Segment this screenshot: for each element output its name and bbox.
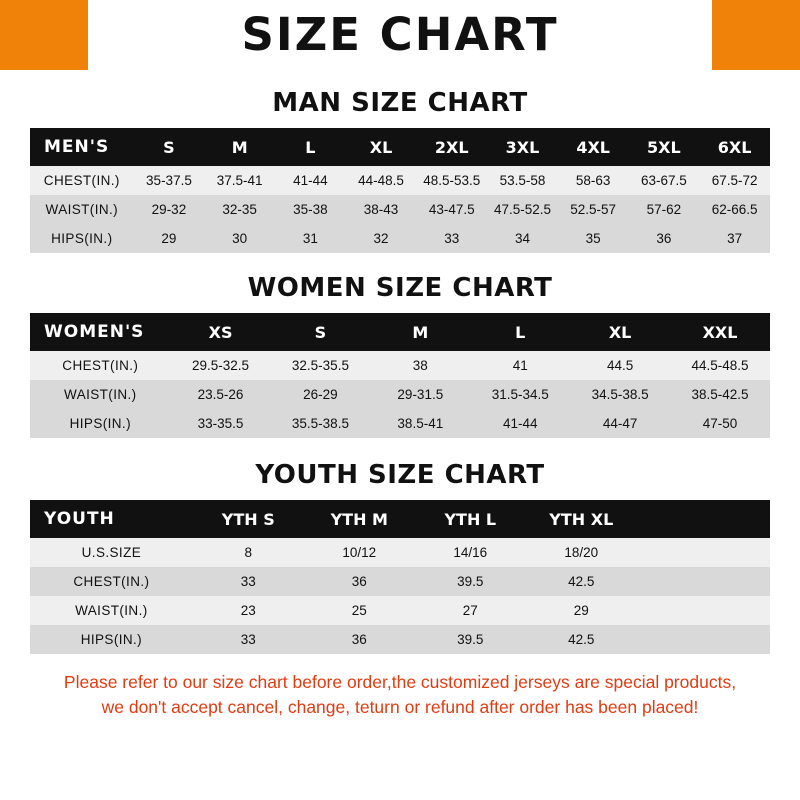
cell: 62-66.5 <box>699 195 770 224</box>
col-head-yth-xl: YTH XL <box>526 500 637 538</box>
man-size-table <box>30 128 770 253</box>
col-head-xs: XS <box>171 313 271 351</box>
cell: 35 <box>558 224 629 253</box>
cell: 35.5-38.5 <box>270 409 370 438</box>
cell <box>637 625 770 654</box>
header-banner <box>0 0 800 70</box>
cell: 37 <box>699 224 770 253</box>
footer-note-line-2: we don't accept cancel, change, teturn or refund after order has been placed! <box>101 697 699 718</box>
cell: 44-48.5 <box>346 166 417 195</box>
cell: 41-44 <box>275 166 346 195</box>
cell: 23 <box>193 596 304 625</box>
cell: 23.5-26 <box>171 380 271 409</box>
cell: 32.5-35.5 <box>270 351 370 380</box>
cell: 10/12 <box>304 538 415 567</box>
cell: 34.5-38.5 <box>570 380 670 409</box>
col-head-xl: XL <box>570 313 670 351</box>
row-label-chest: CHEST(IN.) <box>30 166 134 195</box>
col-head-s: S <box>270 313 370 351</box>
table-row <box>30 224 770 253</box>
cell: 38-43 <box>346 195 417 224</box>
cell: 29-32 <box>134 195 205 224</box>
col-head-youth: YOUTH <box>30 500 193 538</box>
col-head-yth-l: YTH L <box>415 500 526 538</box>
cell: 44.5 <box>570 351 670 380</box>
row-label-waist: WAIST(IN.) <box>30 380 171 409</box>
table-row <box>30 567 770 596</box>
cell: 35-38 <box>275 195 346 224</box>
table-header-row <box>30 500 770 538</box>
cell: 35-37.5 <box>134 166 205 195</box>
table-row <box>30 625 770 654</box>
cell: 67.5-72 <box>699 166 770 195</box>
cell: 41 <box>470 351 570 380</box>
women-table-wrap <box>0 313 800 438</box>
col-head-2xl: 2XL <box>416 128 487 166</box>
col-head-s: S <box>134 128 205 166</box>
man-table-wrap <box>0 128 800 253</box>
cell: 36 <box>304 567 415 596</box>
cell: 29.5-32.5 <box>171 351 271 380</box>
cell <box>637 567 770 596</box>
cell: 36 <box>629 224 700 253</box>
youth-size-table <box>30 500 770 654</box>
col-head-l: L <box>470 313 570 351</box>
col-head-mens: MEN'S <box>30 128 134 166</box>
cell: 32-35 <box>204 195 275 224</box>
col-head-m: M <box>370 313 470 351</box>
table-header-row <box>30 313 770 351</box>
cell: 47-50 <box>670 409 770 438</box>
footer-note <box>0 670 800 721</box>
cell: 33 <box>416 224 487 253</box>
table-row <box>30 409 770 438</box>
cell: 31.5-34.5 <box>470 380 570 409</box>
cell: 33 <box>193 567 304 596</box>
cell: 25 <box>304 596 415 625</box>
table-row <box>30 195 770 224</box>
cell: 29 <box>526 596 637 625</box>
cell: 39.5 <box>415 625 526 654</box>
cell: 38.5-41 <box>370 409 470 438</box>
cell: 18/20 <box>526 538 637 567</box>
cell: 63-67.5 <box>629 166 700 195</box>
col-head-6xl: 6XL <box>699 128 770 166</box>
row-label-waist: WAIST(IN.) <box>30 596 193 625</box>
table-header-row <box>30 128 770 166</box>
cell: 33 <box>193 625 304 654</box>
footer-note-line-1: Please refer to our size chart before order,the customized jerseys are special products, <box>63 672 737 692</box>
col-head-womens: WOMEN'S <box>30 313 171 351</box>
col-head-yth-s: YTH S <box>193 500 304 538</box>
cell: 57-62 <box>629 195 700 224</box>
cell: 39.5 <box>415 567 526 596</box>
row-label-waist: WAIST(IN.) <box>30 195 134 224</box>
col-head-empty <box>637 500 770 538</box>
man-section-title: MAN SIZE CHART <box>272 88 528 118</box>
row-label-chest: CHEST(IN.) <box>30 351 171 380</box>
table-row <box>30 380 770 409</box>
row-label-chest: CHEST(IN.) <box>30 567 193 596</box>
cell: 44.5-48.5 <box>670 351 770 380</box>
cell: 26-29 <box>270 380 370 409</box>
cell: 58-63 <box>558 166 629 195</box>
cell: 42.5 <box>526 567 637 596</box>
cell: 31 <box>275 224 346 253</box>
page-title: SIZE CHART <box>241 8 559 61</box>
cell: 44-47 <box>570 409 670 438</box>
cell: 36 <box>304 625 415 654</box>
cell <box>637 596 770 625</box>
cell: 32 <box>346 224 417 253</box>
cell: 42.5 <box>526 625 637 654</box>
table-row <box>30 538 770 567</box>
youth-table-wrap <box>0 500 800 654</box>
col-head-l: L <box>275 128 346 166</box>
cell: 53.5-58 <box>487 166 558 195</box>
cell: 29-31.5 <box>370 380 470 409</box>
col-head-xl: XL <box>346 128 417 166</box>
col-head-5xl: 5XL <box>629 128 700 166</box>
cell: 38 <box>370 351 470 380</box>
row-label-hips: HIPS(IN.) <box>30 224 134 253</box>
col-head-yth-m: YTH M <box>304 500 415 538</box>
cell: 43-47.5 <box>416 195 487 224</box>
youth-section-title: YOUTH SIZE CHART <box>255 460 545 490</box>
cell: 27 <box>415 596 526 625</box>
cell: 33-35.5 <box>171 409 271 438</box>
row-label-hips: HIPS(IN.) <box>30 625 193 654</box>
cell: 52.5-57 <box>558 195 629 224</box>
table-row <box>30 166 770 195</box>
col-head-3xl: 3XL <box>487 128 558 166</box>
cell: 14/16 <box>415 538 526 567</box>
cell <box>637 538 770 567</box>
table-row <box>30 351 770 380</box>
women-size-table <box>30 313 770 438</box>
table-row <box>30 596 770 625</box>
row-label-hips: HIPS(IN.) <box>30 409 171 438</box>
cell: 37.5-41 <box>204 166 275 195</box>
cell: 47.5-52.5 <box>487 195 558 224</box>
women-section-title: WOMEN SIZE CHART <box>247 273 553 303</box>
cell: 30 <box>204 224 275 253</box>
col-head-4xl: 4XL <box>558 128 629 166</box>
col-head-m: M <box>204 128 275 166</box>
cell: 38.5-42.5 <box>670 380 770 409</box>
cell: 41-44 <box>470 409 570 438</box>
cell: 48.5-53.5 <box>416 166 487 195</box>
cell: 29 <box>134 224 205 253</box>
row-label-us-size: U.S.SIZE <box>30 538 193 567</box>
cell: 8 <box>193 538 304 567</box>
col-head-xxl: XXL <box>670 313 770 351</box>
cell: 34 <box>487 224 558 253</box>
